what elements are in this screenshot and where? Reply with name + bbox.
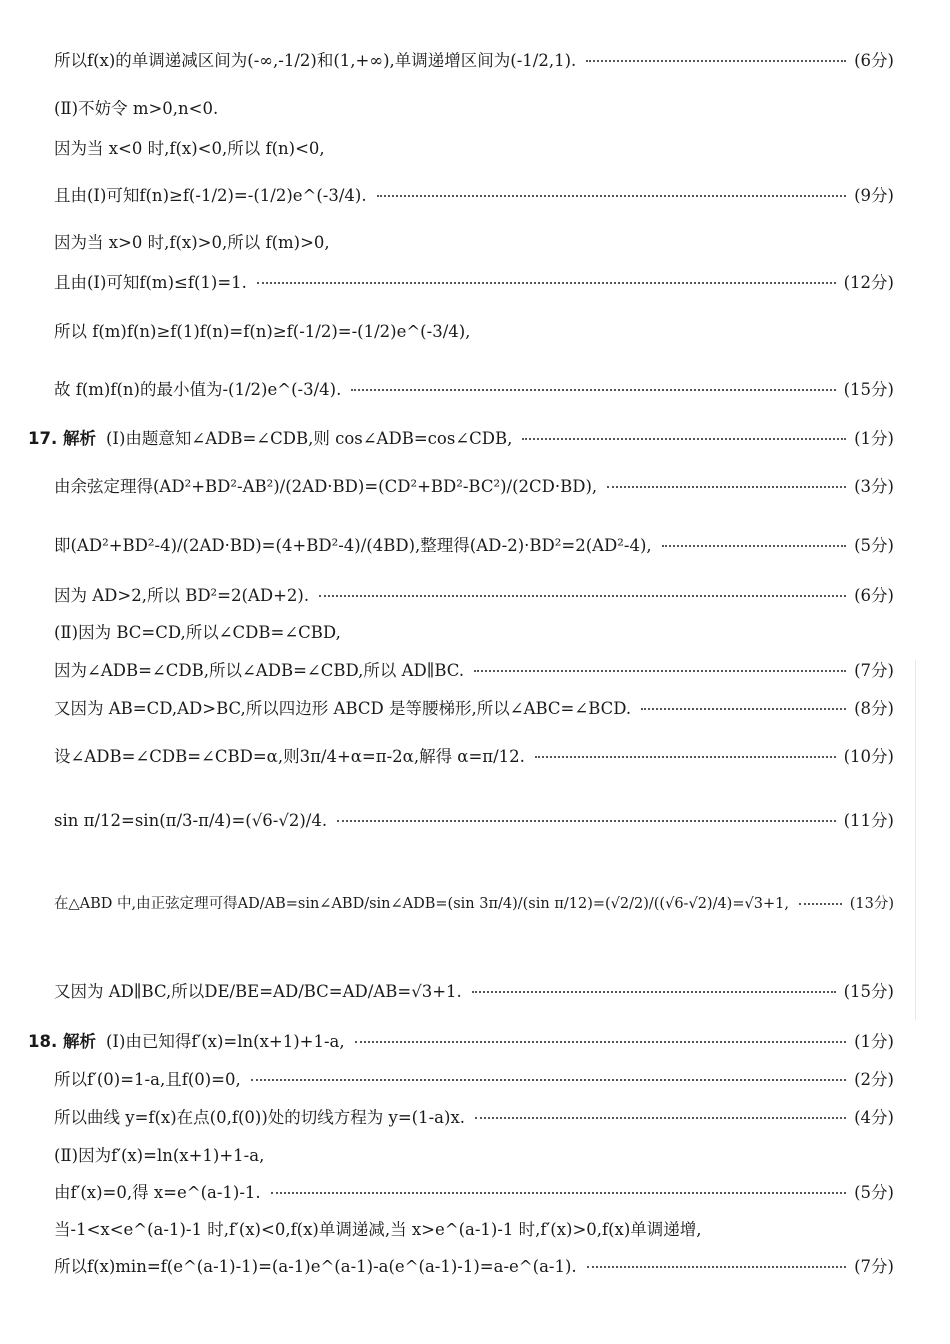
line-text: 所以f(x)min=f(e^(a-1)-1)=(a-1)e^(a-1)-a(e^(a-1)-1)=a-e^(a-1).	[54, 1257, 577, 1276]
dot-leader	[586, 60, 846, 62]
line-text: 当-1<x<e^(a-1)-1 时,f′(x)<0,f(x)单调递减,当 x>e^(a-1)-1 时,f′(x)>0,f(x)单调递增,	[54, 1220, 702, 1239]
score-label: (13分)	[849, 896, 894, 912]
solution-line	[54, 53, 894, 70]
solution-line	[54, 1072, 894, 1089]
solution-line	[54, 538, 894, 555]
score-label: (11分)	[843, 811, 894, 830]
solution-line	[54, 749, 894, 766]
dot-leader	[799, 903, 842, 905]
solution-line	[54, 984, 894, 1001]
line-text: 因为 AD>2,所以 BD²=2(AD+2).	[54, 586, 310, 605]
line-text: sin π/12=sin(π/3-π/4)=(√6-√2)/4.	[54, 811, 328, 830]
dot-leader	[522, 438, 846, 440]
solution-line	[54, 141, 894, 158]
solution-line	[28, 431, 894, 448]
line-text: 在△ABD 中,由正弦定理可得AD/AB=sin∠ABD/sin∠ADB=(sin 3π/4)/(sin π/12)=(√2/2)/((√6-√2)/4)=√3+1,	[54, 896, 789, 912]
dot-leader	[474, 670, 846, 672]
line-text: 因为当 x>0 时,f(x)>0,所以 f(m)>0,	[54, 233, 330, 252]
score-label: (6分)	[854, 586, 894, 605]
solution-line	[54, 382, 894, 399]
dot-leader	[319, 595, 846, 597]
score-label: (5分)	[854, 1183, 894, 1202]
dot-leader	[251, 1079, 846, 1081]
score-label: (8分)	[854, 699, 894, 718]
line-text: 又因为 AB=CD,AD>BC,所以四边形 ABCD 是等腰梯形,所以∠ABC=∠BCD.	[54, 699, 632, 718]
dot-leader	[257, 282, 836, 284]
dot-leader	[355, 1041, 847, 1043]
solution-line	[54, 479, 894, 496]
line-text: 即(AD²+BD²-4)/(2AD·BD)=(4+BD²-4)/(4BD),整理得(AD-2)·BD²=2(AD²-4),	[54, 536, 652, 555]
line-text: 且由(Ⅰ)可知f(m)≤f(1)=1.	[54, 273, 247, 292]
line-text: 由余弦定理得(AD²+BD²-AB²)/(2AD·BD)=(CD²+BD²-BC²)/(2CD·BD),	[54, 477, 598, 496]
score-label: (15分)	[843, 982, 894, 1001]
line-text: 由f′(x)=0,得 x=e^(a-1)-1.	[54, 1183, 261, 1202]
line-text: (Ⅱ)不妨令 m>0,n<0.	[54, 99, 219, 118]
solution-line	[54, 101, 894, 118]
line-text: (Ⅰ)由题意知∠ADB=∠CDB,则 cos∠ADB=cos∠CDB,	[105, 429, 513, 448]
line-text: 所以f(x)的单调递减区间为(-∞,-1/2)和(1,+∞),单调递增区间为(-1/2,1).	[54, 51, 577, 70]
score-label: (9分)	[854, 186, 894, 205]
score-label: (10分)	[843, 747, 894, 766]
dot-leader	[475, 1117, 846, 1119]
solution-line	[54, 1110, 894, 1127]
question-number: 17. 解析	[28, 429, 96, 448]
dot-leader	[607, 486, 846, 488]
dot-leader	[535, 756, 836, 758]
line-text: 故 f(m)f(n)的最小值为-(1/2)e^(-3/4).	[54, 380, 342, 399]
solution-line	[54, 897, 894, 912]
solution-line	[54, 324, 894, 341]
line-text: (Ⅱ)因为f′(x)=ln(x+1)+1-a,	[54, 1146, 265, 1165]
scan-edge-line	[915, 660, 916, 1020]
line-text: 又因为 AD∥BC,所以DE/BE=AD/BC=AD/AB=√3+1.	[54, 982, 462, 1001]
solution-line	[54, 663, 894, 680]
score-label: (5分)	[854, 536, 894, 555]
line-text: 所以曲线 y=f(x)在点(0,f(0))处的切线方程为 y=(1-a)x.	[54, 1108, 466, 1127]
line-text: 且由(Ⅰ)可知f(n)≥f(-1/2)=-(1/2)e^(-3/4).	[54, 186, 367, 205]
solution-line	[54, 1222, 894, 1239]
score-label: (7分)	[854, 661, 894, 680]
dot-leader	[662, 545, 846, 547]
solution-line	[54, 1259, 894, 1276]
line-text: 因为∠ADB=∠CDB,所以∠ADB=∠CBD,所以 AD∥BC.	[54, 661, 465, 680]
solution-line	[28, 1034, 894, 1051]
line-text: (Ⅱ)因为 BC=CD,所以∠CDB=∠CBD,	[54, 623, 341, 642]
dot-leader	[351, 389, 835, 391]
line-text: 所以 f(m)f(n)≥f(1)f(n)=f(n)≥f(-1/2)=-(1/2)e^(-3/4),	[54, 322, 471, 341]
dot-leader	[377, 195, 847, 197]
solution-line	[54, 275, 894, 292]
score-label: (1分)	[854, 429, 894, 448]
score-label: (4分)	[854, 1108, 894, 1127]
score-label: (3分)	[854, 477, 894, 496]
solution-line	[54, 588, 894, 605]
score-label: (1分)	[854, 1032, 894, 1051]
line-text: 因为当 x<0 时,f(x)<0,所以 f(n)<0,	[54, 139, 325, 158]
solution-line	[54, 813, 894, 830]
solution-line	[54, 625, 894, 642]
line-text: 设∠ADB=∠CDB=∠CBD=α,则3π/4+α=π-2α,解得 α=π/12.	[54, 747, 525, 766]
solution-line	[54, 1148, 894, 1165]
line-text: 所以f′(0)=1-a,且f(0)=0,	[54, 1070, 241, 1089]
dot-leader	[641, 708, 846, 710]
dot-leader	[271, 1192, 846, 1194]
solution-line	[54, 1185, 894, 1202]
score-label: (2分)	[854, 1070, 894, 1089]
question-number: 18. 解析	[28, 1032, 96, 1051]
dot-leader	[587, 1266, 846, 1268]
score-label: (6分)	[854, 51, 894, 70]
line-text: (Ⅰ)由已知得f′(x)=ln(x+1)+1-a,	[105, 1032, 345, 1051]
score-label: (7分)	[854, 1257, 894, 1276]
dot-leader	[337, 820, 836, 822]
solution-line	[54, 701, 894, 718]
solution-line	[54, 235, 894, 252]
score-label: (15分)	[843, 380, 894, 399]
dot-leader	[472, 991, 836, 993]
solution-line	[54, 188, 894, 205]
score-label: (12分)	[843, 273, 894, 292]
